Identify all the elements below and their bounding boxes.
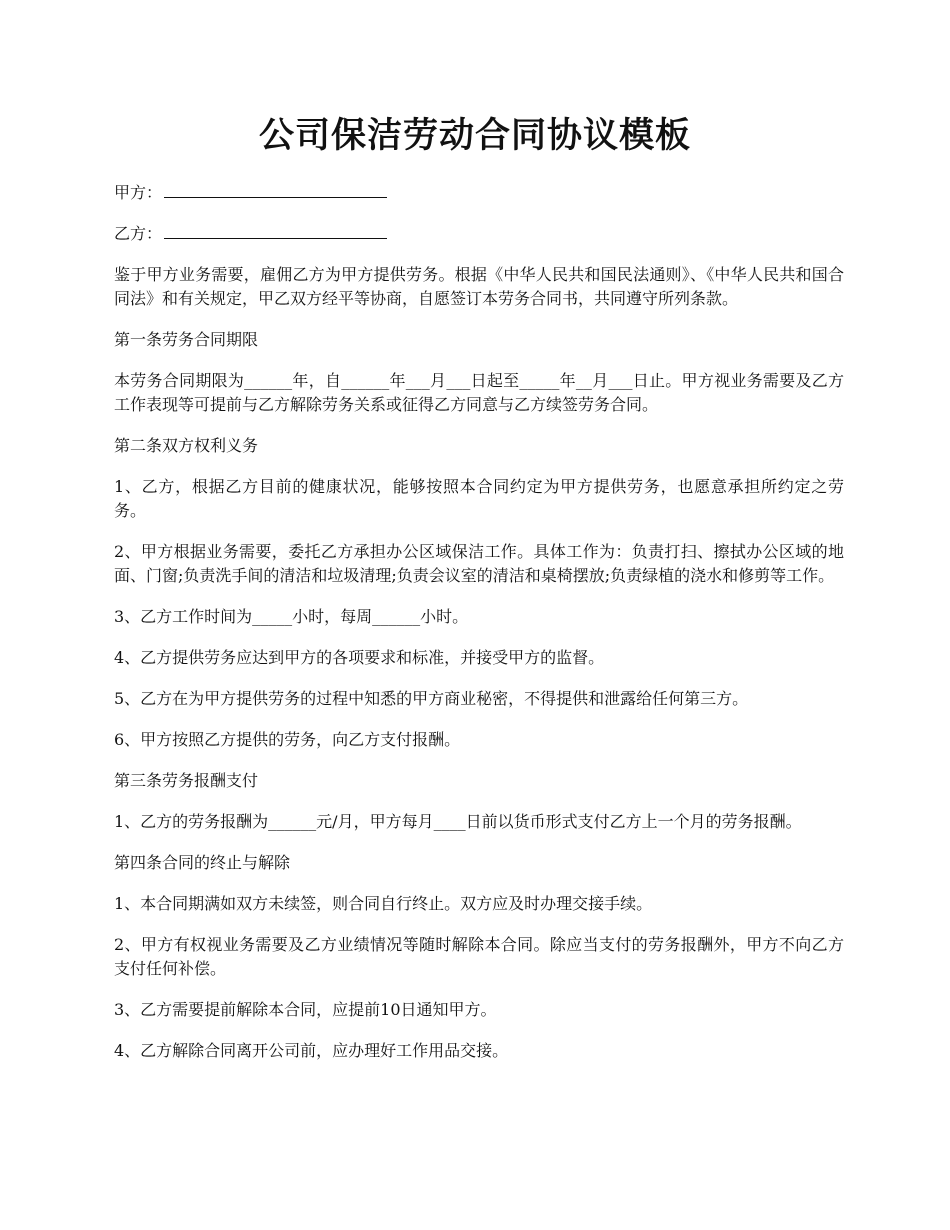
article-4-item: 1、本合同期满如双方未续签，则合同自行终止。双方应及时办理交接手续。 — [114, 894, 653, 913]
document-body — [114, 181, 844, 1080]
article-3-item: 1、乙方的劳务报酬为______元/月，甲方每月____日前以货币形式支付乙方上一个月的劳务报酬。 — [114, 812, 802, 831]
article-4-item: 3、乙方需要提前解除本合同，应提前10日通知甲方。 — [114, 1000, 497, 1019]
article-2-item: 1、乙方，根据乙方目前的健康状况，能够按照本合同约定为甲方提供劳务，也愿意承担所约定之劳务。 — [114, 477, 844, 520]
article-4-item: 4、乙方解除合同离开公司前，应办理好工作用品交接。 — [114, 1041, 509, 1060]
article-2-item: 3、乙方工作时间为_____小时，每周______小时。 — [114, 607, 469, 626]
party-a-line — [114, 181, 844, 205]
party-a-blank — [164, 181, 387, 198]
document-title: 公司保洁劳动合同协议模板 — [258, 115, 691, 156]
article-2-item: 2、甲方根据业务需要，委托乙方承担办公区域保洁工作。具体工作为：负责打扫、擦拭办公区域的地面、门窗;负责洗手间的清洁和垃圾清理;负责会议室的清洁和桌椅摆放;负责绿植的浇水和修剪等工作。 — [114, 542, 844, 585]
party-b-line — [114, 222, 844, 246]
party-b-label: 乙方： — [114, 224, 163, 243]
article-4-heading: 第四条合同的终止与解除 — [114, 853, 291, 872]
preamble-paragraph: 鉴于甲方业务需要，雇佣乙方为甲方提供劳务。根据《中华人民共和国民法通则》、《中华人民共和国合同法》和有关规定，甲乙双方经平等协商，自愿签订本劳务合同书，共同遵守所列条款。 — [114, 265, 844, 308]
article-3-heading: 第三条劳务报酬支付 — [114, 771, 259, 790]
article-2-item: 4、乙方提供劳务应达到甲方的各项要求和标准，并接受甲方的监督。 — [114, 648, 605, 667]
article-2-item: 5、乙方在为甲方提供劳务的过程中知悉的甲方商业秘密，不得提供和泄露给任何第三方。 — [114, 689, 749, 708]
party-b-blank — [164, 222, 387, 239]
article-1-paragraph: 本劳务合同期限为______年，自______年___月___日起至_____年__月___日止。甲方视业务需要及乙方工作表现等可提前与乙方解除劳务关系或征得乙方同意与乙方续签劳务合同。 — [114, 371, 844, 414]
article-2-item: 6、甲方按照乙方提供的劳务，向乙方支付报酬。 — [114, 730, 461, 749]
article-4-item: 2、甲方有权视业务需要及乙方业绩情况等随时解除本合同。除应当支付的劳务报酬外，甲方不向乙方支付任何补偿。 — [114, 935, 844, 978]
article-1-heading: 第一条劳务合同期限 — [114, 330, 259, 349]
article-2-heading: 第二条双方权利义务 — [114, 436, 259, 455]
party-a-label: 甲方： — [114, 183, 163, 202]
